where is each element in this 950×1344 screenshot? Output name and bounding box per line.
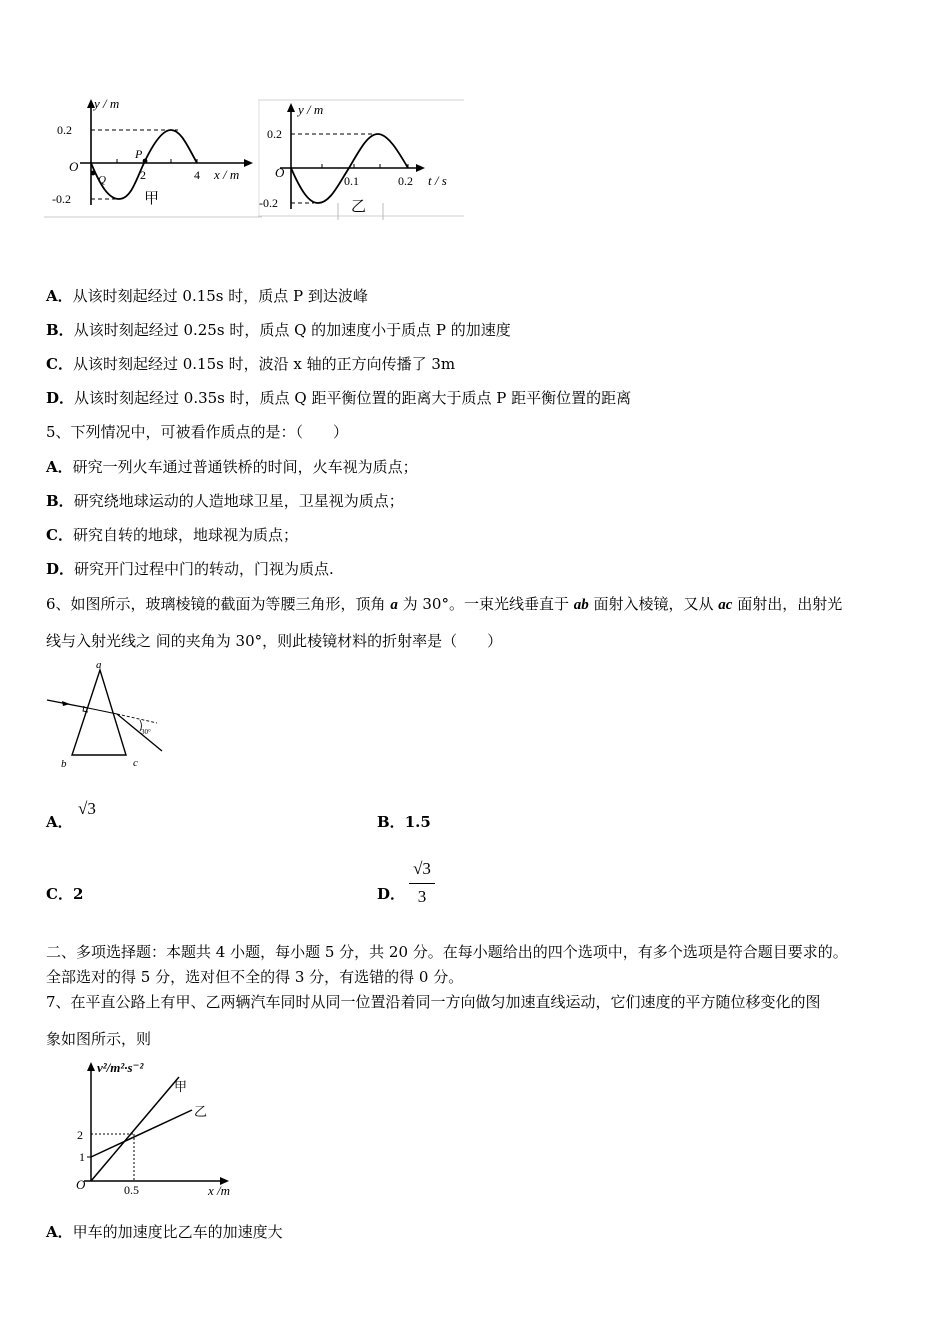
yi-x-axis-label: t / s [428, 173, 447, 188]
jia-x-axis-label: x / m [214, 167, 240, 182]
q7-graph-tick-x: 0.5 [124, 1183, 139, 1197]
q7-graph-x-axis-label: x /m [208, 1183, 231, 1198]
q6-option-d-numerator: √3 [413, 859, 431, 878]
prism-vertex-c: c [133, 757, 138, 769]
q6-option-b: B．1.5 [377, 813, 431, 831]
q7-graph-origin: O [76, 1177, 86, 1192]
yi-y-max-label: 0.2 [267, 127, 282, 141]
yi-tick-2-label: 0.2 [398, 174, 413, 188]
q7-graph-yi-label: 乙 [194, 1104, 208, 1119]
yi-y-min-label: -0.2 [259, 196, 278, 210]
q7-graph-jia-label: 甲 [174, 1079, 188, 1094]
section2-heading-line-2: 全部选对的得 5 分，选对但不全的得 3 分，有选错的得 0 分。 [46, 968, 464, 986]
jia-tick-2-label: 2 [140, 168, 146, 182]
yi-tick-1-label: 0.1 [344, 174, 359, 188]
q6-option-d-fraction-bar [409, 883, 435, 884]
yi-origin-label: O [275, 165, 285, 180]
jia-y-axis-label: y / m [94, 96, 120, 111]
q6-stem-line-2: 线与入射光线之 间的夹角为 30°，则此棱镜材料的折射率是（ ） [46, 632, 503, 650]
prism-angle-label: 30° [141, 728, 151, 736]
q4-option-b: B．从该时刻起经过 0.25s 时，质点 Q 的加速度小于质点 P 的加速度 [46, 321, 511, 339]
yi-caption: 乙 [351, 199, 367, 215]
q5-option-c: C．研究自转的地球，地球视为质点； [46, 526, 298, 544]
jia-caption: 甲 [144, 191, 160, 207]
jia-point-p-label: P [135, 147, 143, 161]
q6-option-d: D． [377, 885, 406, 903]
q6-option-a: A． [46, 813, 73, 831]
vibration-graph-yi [258, 99, 464, 221]
q6-option-c: C．2 [46, 885, 84, 903]
jia-tick-4-label: 4 [194, 168, 200, 182]
q5-stem: 5、下列情况中，可被看作质点的是：（ ） [46, 423, 349, 441]
q7-graph-y-axis-label: v²/m²·s⁻² [97, 1060, 144, 1075]
jia-y-max-label: 0.2 [57, 123, 72, 137]
q5-option-a: A．研究一列火车通过普通铁桥的时间，火车视为质点； [46, 458, 418, 476]
section2-heading-line-1: 二、多项选择题：本题共 4 小题，每小题 5 分，共 20 分。在每小题给出的四个选项中，有多个选项是符合题目要求的。 [46, 943, 848, 961]
jia-point-q-label: Q [98, 174, 106, 186]
yi-y-axis-label: y / m [298, 102, 324, 117]
wave-graph-jia [44, 95, 262, 220]
q7-graph-tick-y2: 2 [77, 1128, 83, 1142]
q6-option-a-value: √3 [78, 799, 96, 818]
q4-option-c: C．从该时刻起经过 0.15s 时，波沿 x 轴的正方向传播了 3m [46, 355, 456, 373]
q5-option-d: D．研究开门过程中门的转动，门视为质点. [46, 560, 334, 578]
q6-option-d-denominator: 3 [417, 887, 427, 906]
velocity-squared-graph [44, 1053, 244, 1201]
prism-vertex-a: a [96, 659, 102, 671]
q6-stem-line-1: 6、如图所示，玻璃棱镜的截面为等腰三角形，顶角 a 为 30°。一束光线垂直于 ab 面射入棱镜，又从 ac 面射出，出射光 [46, 595, 843, 613]
q4-option-a: A．从该时刻起经过 0.15s 时，质点 P 到达波峰 [46, 287, 368, 305]
q5-option-b: B．研究绕地球运动的人造地球卫星，卫星视为质点； [46, 492, 404, 510]
jia-origin-label: O [69, 159, 79, 174]
prism-figure [44, 656, 166, 772]
q7-stem-line-1: 7、在平直公路上有甲、乙两辆汽车同时从同一位置沿着同一方向做匀加速直线运动，它们速度的平方随位移变化的图 [46, 993, 821, 1011]
q7-option-a: A．甲车的加速度比乙车的加速度大 [46, 1223, 283, 1241]
jia-y-min-label: -0.2 [52, 192, 71, 206]
prism-vertex-b: b [61, 758, 67, 770]
q7-graph-tick-y1: 1 [79, 1150, 85, 1164]
q7-stem-line-2: 象如图所示，则 [46, 1030, 152, 1048]
q4-option-d: D．从该时刻起经过 0.35s 时，质点 Q 距平衡位置的距离大于质点 P 距平衡位置的距离 [46, 389, 632, 407]
